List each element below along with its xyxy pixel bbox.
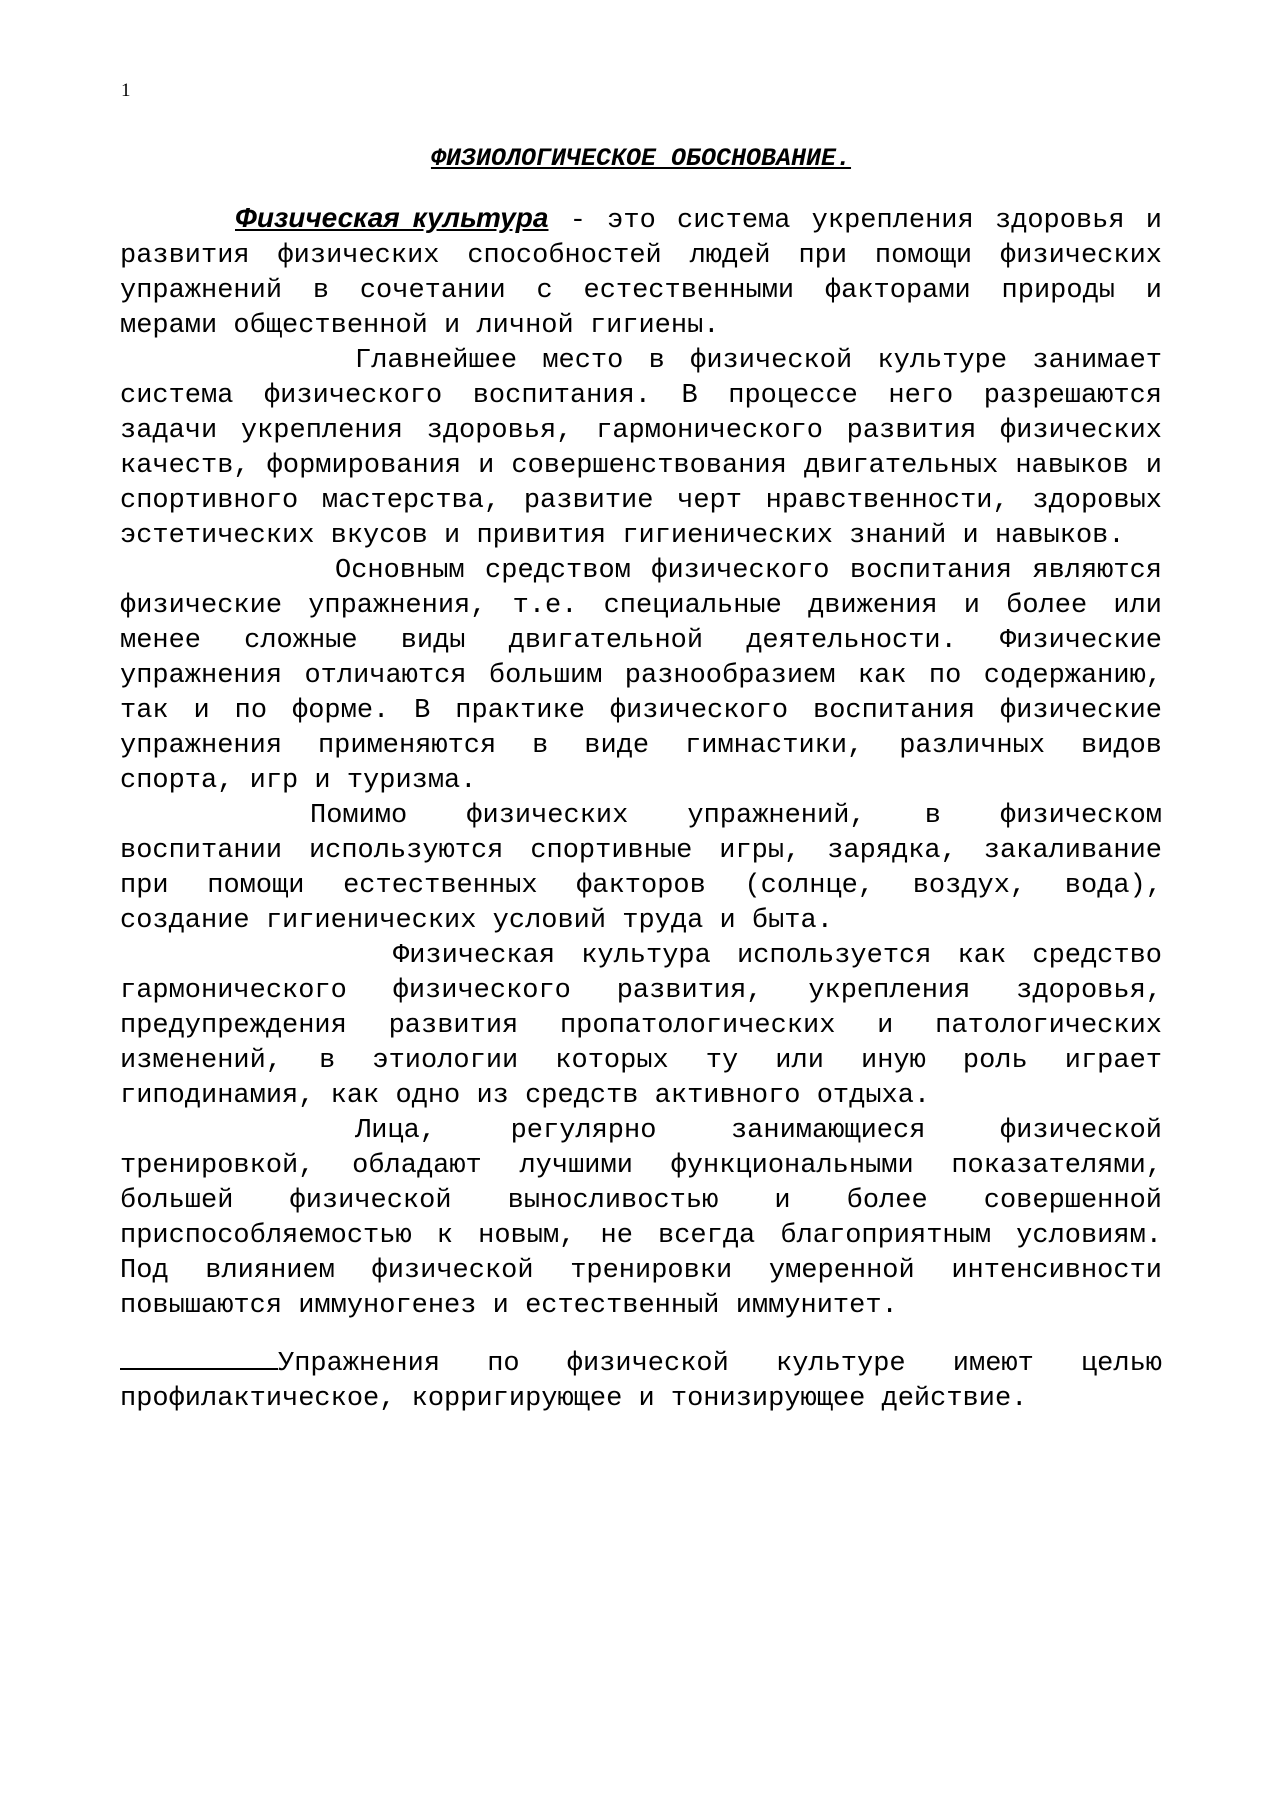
defined-term: Физическая культура bbox=[235, 202, 549, 233]
page-number: 1 bbox=[121, 80, 131, 101]
paragraph-definition bbox=[120, 200, 1162, 344]
paragraph-uses: Физическая культура используется как средство гармонического физического развития, укрепления здоровья, предупреждения развития пропатологических и патологических изменений, в этиологии которых ту или иную роль играет гиподинамия, как одно из средств активного отдыха. bbox=[120, 941, 1162, 1111]
paragraph-other-means: Помимо физических упражнений, в физическом воспитании используются спортивные игры, зарядка, закаливание при помощи естественных факторов (солнце, воздух, вода), создание гигиенических условий труда и быта. bbox=[120, 801, 1162, 936]
paragraph-exercises: Основным средством физического воспитания являются физические упражнения, т.е. специальные движения и более или менее сложные виды двигательной деятельности. Физические упражнения отличаются большим разнообразием как по содержанию, так и по форме. В практике физического воспитания физические упражнения применяются в виде гимнастики, различных видов спорта, игр и туризма. bbox=[120, 556, 1162, 796]
paragraph-physical-education: Главнейшее место в физической культуре занимает система физического воспитания. В процессе него разрешаются задачи укрепления здоровья, гармонического развития физических качеств, формирования и совершенствования двигательных навыков и спортивного мастерства, развитие черт нравственности, здоровых эстетических вкусов и привития гигиенических знаний и навыков. bbox=[120, 346, 1162, 551]
page-title: ФИЗИОЛОГИЧЕСКОЕ ОБОСНОВАНИЕ. bbox=[430, 144, 852, 173]
paragraph-training-effects: Лица, регулярно занимающиеся физической тренировкой, обладают лучшими функциональными показателями, большей физической выносливостью и более совершенной приспособляемостью к новым, не всегда благоприятным условиям. Под влиянием физической тренировки умеренной интенсивности повышаются иммуногенез и естественный иммунитет. bbox=[120, 1116, 1162, 1321]
paragraph-final bbox=[120, 1346, 1162, 1417]
final-paragraph-text: Упражнения по физической культуре имеют целью профилактическое, корригирующее и тонизирующее действие. bbox=[120, 1349, 1162, 1414]
document-body bbox=[120, 200, 1162, 1417]
underline-blank bbox=[120, 1346, 278, 1370]
paragraph-text: - это система укрепления здоровья и развития физических способностей людей при помощи физических упражнений в сочетании с естественными факторами природы и мерами общественной и личной гигиены. bbox=[120, 206, 1163, 341]
